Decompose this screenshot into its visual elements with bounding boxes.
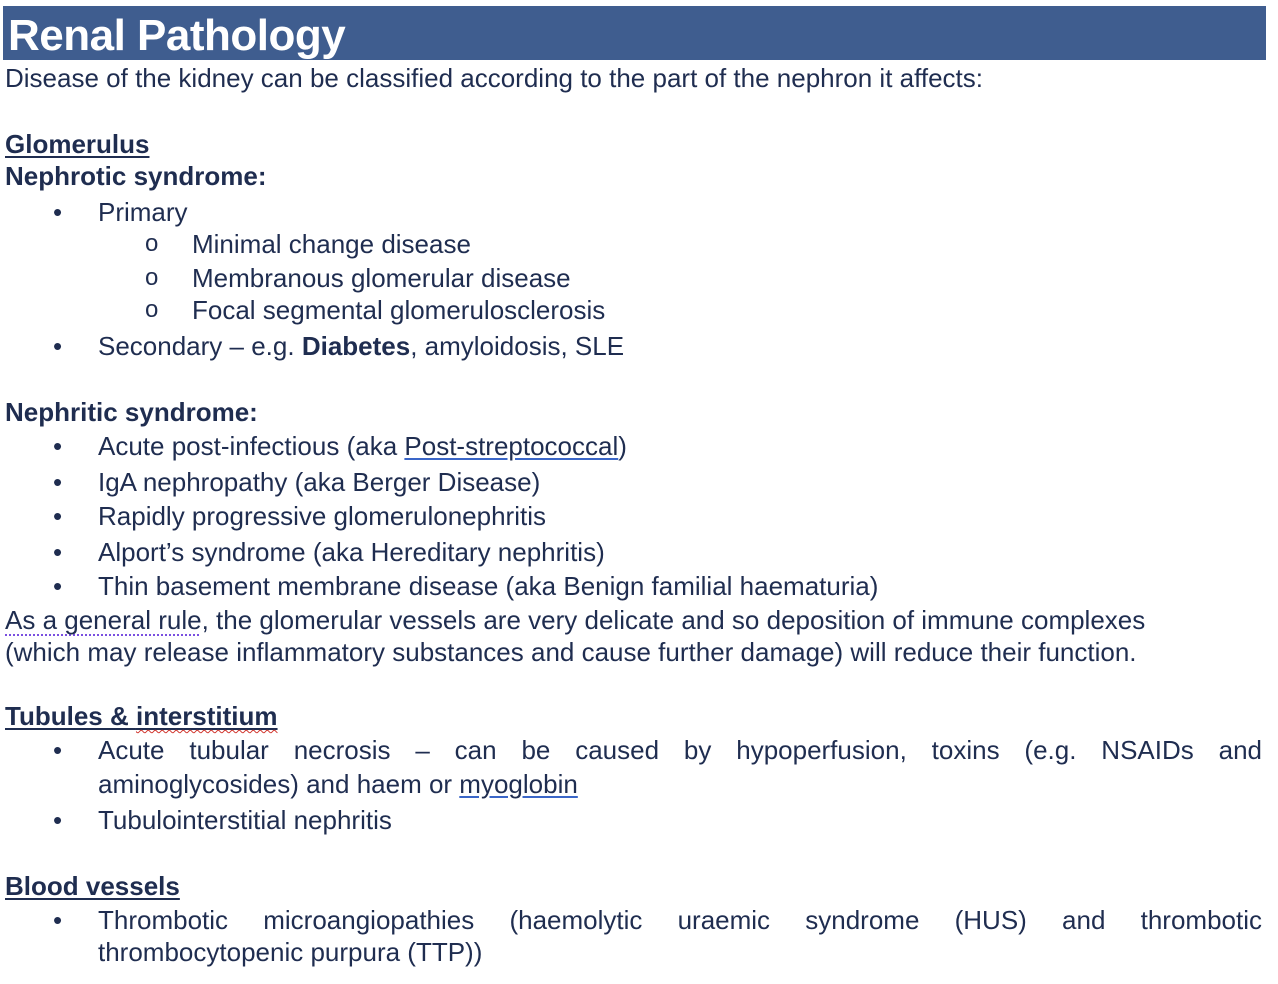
secondary-bold: Diabetes [301, 331, 411, 361]
tma-line-1: Thrombotic microangiopathies (haemolytic uraemic syndrome (HUS) and thrombotic [98, 905, 1262, 935]
primary-item: Focal segmental glomerulosclerosis [192, 295, 606, 325]
blood-vessels-heading: Blood vessels [5, 871, 180, 901]
spellcheck-marked-word[interactable]: interstitium [135, 701, 278, 731]
bullet-icon: • [53, 537, 63, 567]
sub-bullet-icon: o [145, 230, 159, 257]
intro-text: Disease of the kidney can be classified according to the part of the nephron it affects: [5, 63, 983, 93]
nephritic-item-3: Rapidly progressive glomerulonephritis [98, 501, 546, 531]
atn-line-2 [98, 768, 578, 801]
rule-line-1-rest: , the glomerular vessels are very delicate and so deposition of immune complexes [201, 605, 1146, 635]
tubules-heading [5, 700, 278, 732]
nephritic-item-4: Alport’s syndrome (aka Hereditary nephritis) [98, 537, 605, 567]
bullet-icon: • [53, 905, 63, 935]
nephritic-item-1 [98, 430, 627, 462]
tin-item: Tubulointerstitial nephritis [98, 805, 392, 835]
bullet-icon: • [53, 197, 63, 227]
page-title: Renal Pathology [8, 11, 346, 60]
bullet-icon: • [53, 431, 63, 461]
secondary-suffix: , amyloidosis, SLE [410, 331, 625, 361]
primary-item: Membranous glomerular disease [192, 263, 571, 293]
sub-bullet-icon: o [145, 296, 159, 323]
tma-line-2: thrombocytopenic purpura (TTP)) [98, 937, 483, 967]
myoglobin-link[interactable]: myoglobin [459, 769, 578, 799]
bullet-icon: • [53, 467, 63, 497]
grammar-marked-phrase[interactable]: As a general rule [5, 605, 202, 635]
primary-item: Minimal change disease [192, 229, 471, 259]
secondary-prefix: Secondary – e.g. [98, 331, 302, 361]
secondary-item [98, 330, 624, 362]
primary-label: Primary [98, 197, 188, 227]
nephritic-item-5: Thin basement membrane disease (aka Benign familial haematuria) [98, 571, 879, 601]
bullet-icon: • [53, 571, 63, 601]
bullet-icon: • [53, 501, 63, 531]
atn-line-1: Acute tubular necrosis – can be caused by hypoperfusion, toxins (e.g. NSAIDs and [98, 735, 1262, 765]
bullet-icon: • [53, 331, 63, 361]
general-rule-line-1 [5, 604, 1145, 636]
post-streptococcal-link[interactable]: Post-streptococcal [404, 431, 619, 461]
nephrotic-heading: Nephrotic syndrome: [5, 161, 267, 191]
glomerulus-heading: Glomerulus [5, 129, 150, 159]
tubules-heading-prefix: Tubules & [5, 701, 136, 731]
item1-suffix: ) [618, 431, 627, 461]
sub-bullet-icon: o [145, 264, 159, 291]
title-bar [3, 6, 1266, 60]
nephritic-item-2: IgA nephropathy (aka Berger Disease) [98, 467, 541, 497]
item1-prefix: Acute post-infectious (aka [98, 431, 405, 461]
general-rule-line-2: (which may release inflammatory substances and cause further damage) will reduce their function. [5, 637, 1137, 667]
bullet-icon: • [53, 805, 63, 835]
nephritic-heading: Nephritic syndrome: [5, 397, 258, 427]
atn-line-2-prefix: aminoglycosides) and haem or [98, 769, 460, 799]
bullet-icon: • [53, 735, 63, 765]
